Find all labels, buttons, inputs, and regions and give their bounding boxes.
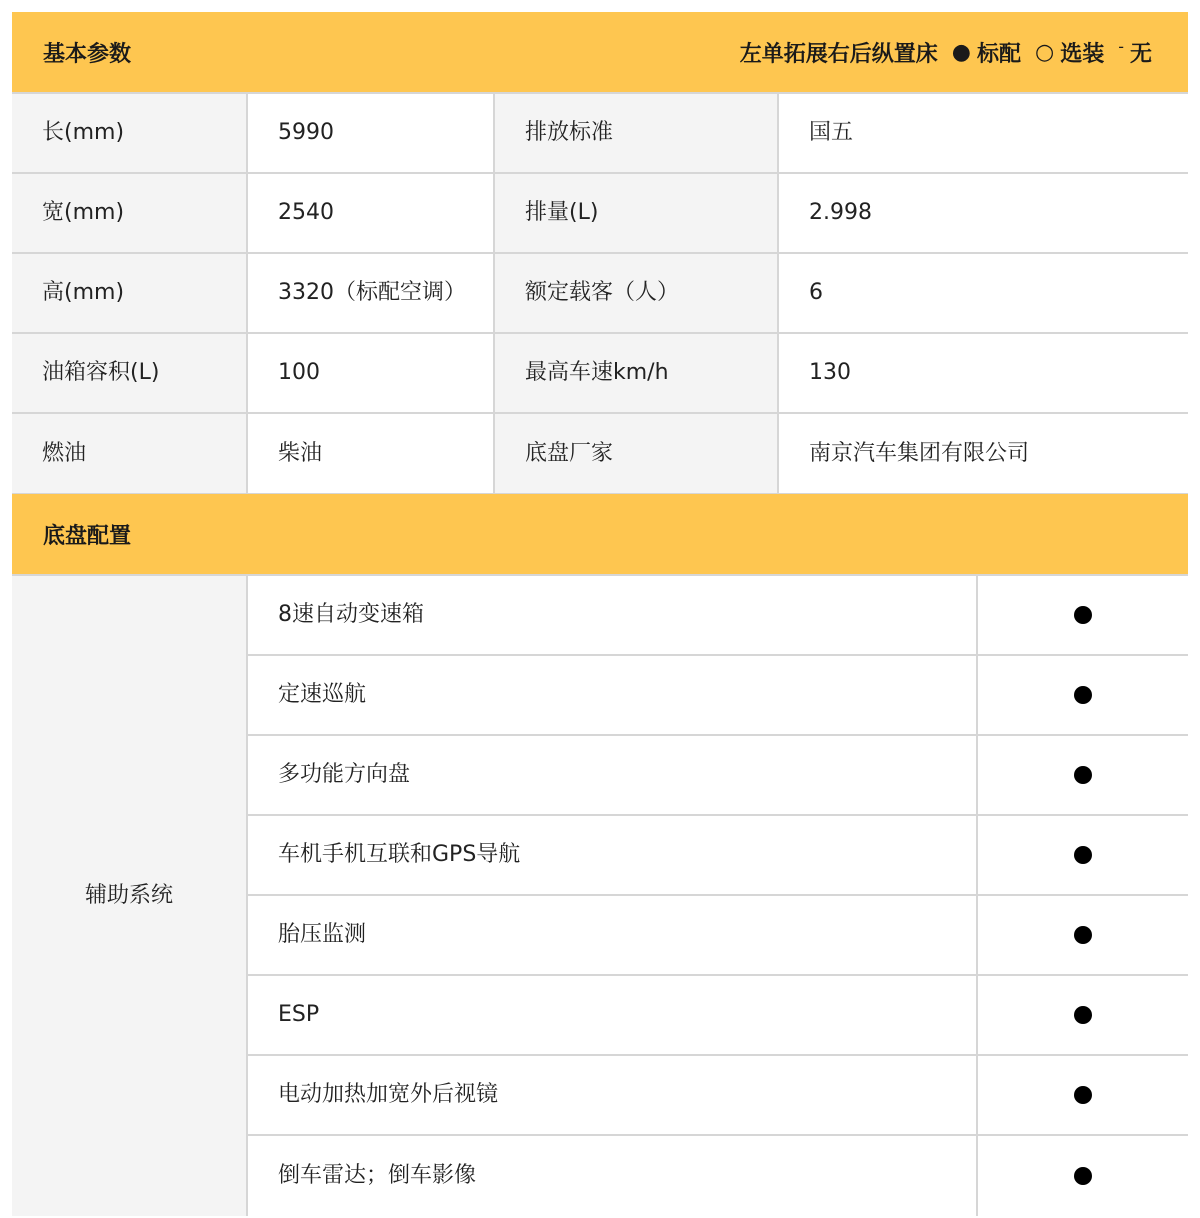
feature-status: [978, 1136, 1188, 1216]
param-value: 130: [779, 334, 1188, 412]
param-label: 最高车速km/h: [495, 334, 777, 412]
feature-status: [978, 736, 1188, 814]
standard-label: 标配: [976, 41, 1021, 67]
param-label: 排放标准: [495, 94, 777, 172]
param-value: 国五: [779, 94, 1188, 172]
feature-name: 电动加热加宽外后视镜: [248, 1056, 976, 1134]
feature-name: 倒车雷达；倒车影像: [248, 1136, 976, 1216]
basic-params-title: 基本参数: [43, 41, 132, 67]
optional-symbol: ○: [1034, 39, 1055, 65]
feature-name: 定速巡航: [248, 656, 976, 734]
standard-dot-icon: [1074, 846, 1092, 864]
standard-dot-icon: [1074, 766, 1092, 784]
legend: [740, 12, 1152, 92]
param-label: 长(mm): [12, 94, 246, 172]
feature-status: [978, 816, 1188, 894]
feature-name: 胎压监测: [248, 896, 976, 974]
spec-table: [12, 12, 1188, 1216]
feature-status: [978, 896, 1188, 974]
param-value: 3320（标配空调）: [248, 254, 493, 332]
param-value: 南京汽车集团有限公司: [779, 414, 1188, 493]
basic-params-header: [12, 12, 1188, 92]
none-symbol: -: [1118, 36, 1124, 56]
feature-name: 8速自动变速箱: [248, 576, 976, 654]
param-label: 宽(mm): [12, 174, 246, 252]
param-label: 排量(L): [495, 174, 777, 252]
param-value: 6: [779, 254, 1188, 332]
param-label: 底盘厂家: [495, 414, 777, 493]
standard-dot-icon: [1074, 926, 1092, 944]
param-value: 柴油: [248, 414, 493, 493]
standard-dot-icon: [1074, 1086, 1092, 1104]
feature-name: 多功能方向盘: [248, 736, 976, 814]
param-value: 5990: [248, 94, 493, 172]
standard-dot-icon: [1074, 1167, 1092, 1185]
group-label: 辅助系统: [12, 576, 246, 1216]
chassis-config-title: 底盘配置: [43, 523, 132, 549]
chassis-config-header: [12, 494, 1188, 574]
none-label: 无: [1129, 41, 1152, 67]
param-label: 油箱容积(L): [12, 334, 246, 412]
feature-status: [978, 576, 1188, 654]
model-name: 左单拓展右后纵置床: [739, 41, 938, 67]
param-label: 高(mm): [12, 254, 246, 332]
standard-dot-icon: [1074, 606, 1092, 624]
param-value: 100: [248, 334, 493, 412]
feature-name: ESP: [248, 976, 976, 1054]
param-label: 燃油: [12, 414, 246, 493]
feature-name: 车机手机互联和GPS导航: [248, 816, 976, 894]
standard-symbol: ●: [951, 39, 971, 65]
standard-dot-icon: [1074, 1006, 1092, 1024]
feature-status: [978, 1056, 1188, 1134]
param-value: 2540: [248, 174, 493, 252]
feature-status: [978, 656, 1188, 734]
standard-dot-icon: [1074, 686, 1092, 704]
optional-label: 选装: [1060, 41, 1105, 67]
param-label: 额定载客（人）: [495, 254, 777, 332]
param-value: 2.998: [779, 174, 1188, 252]
feature-status: [978, 976, 1188, 1054]
